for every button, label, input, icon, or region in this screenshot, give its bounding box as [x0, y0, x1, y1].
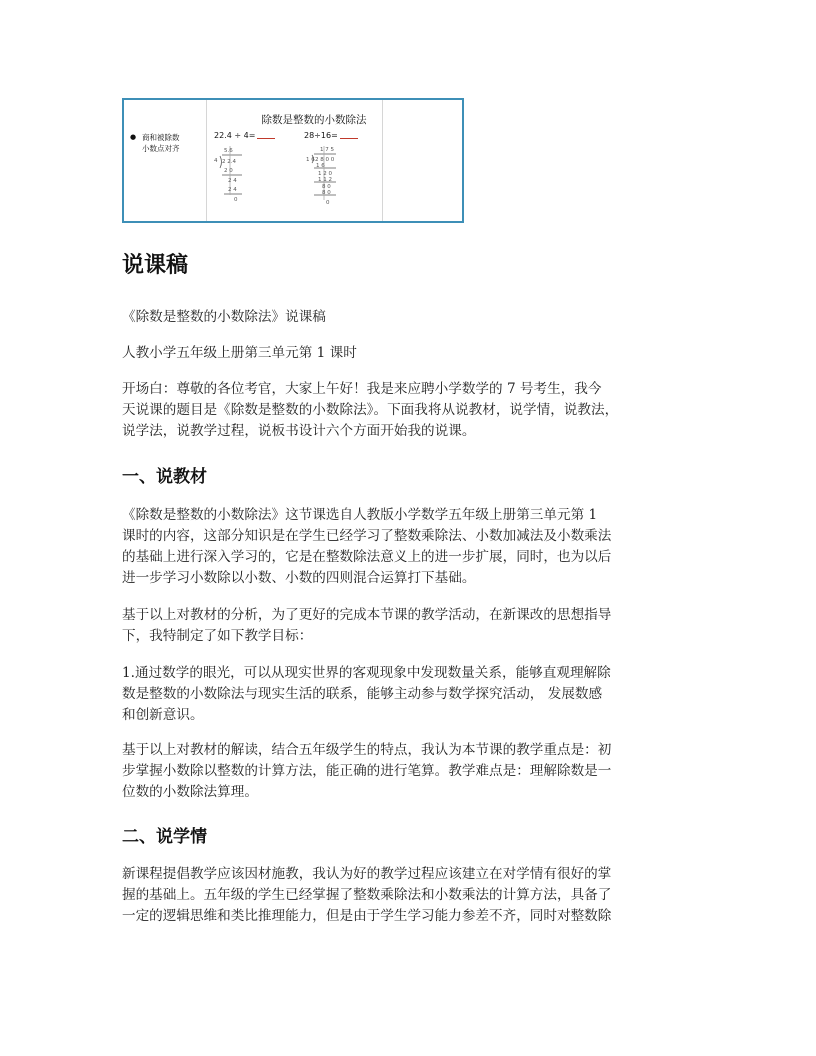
paragraph — [122, 379, 700, 442]
equation-text: 22.4 ÷ 4= — [214, 131, 256, 140]
paragraph: 人教小学五年级上册第三单元第 1 课时 — [122, 345, 357, 361]
text-line: 位数的小数除法算理。 — [122, 784, 258, 800]
paragraph — [122, 740, 700, 803]
paragraph: 《除数是整数的小数除法》说课稿 — [122, 309, 326, 325]
text-line: 1.通过数学的眼光，可以从现实世界的客观现象中发现数量关系，能够直观理解除 — [122, 665, 611, 681]
svg-text:1 2 0: 1 2 0 — [318, 171, 332, 177]
text-line: 下，我特制定了如下教学目标： — [122, 628, 313, 644]
svg-text:1 6: 1 6 — [306, 157, 315, 163]
svg-text:2 8 0 0: 2 8 0 0 — [315, 157, 335, 163]
svg-text:0: 0 — [326, 200, 330, 206]
svg-text:0: 0 — [234, 197, 238, 203]
paragraph — [122, 663, 700, 726]
paragraph — [122, 505, 700, 589]
svg-text:5.6: 5.6 — [224, 148, 233, 154]
svg-text:2 4: 2 4 — [228, 178, 237, 184]
text-line: 进一步学习小数除以小数、小数的四则混合运算打下基础。 — [122, 570, 476, 586]
svg-text:1 6: 1 6 — [316, 163, 325, 169]
text-line: 数是整数的小数除法与现实生活的联系，能够主动参与数学探究活动， 发展数感 — [122, 686, 603, 702]
text-line: 天说课的题目是《除数是整数的小数除法》。下面我将从说教材，说学情，说教法， — [122, 402, 619, 418]
svg-text:8 0: 8 0 — [322, 190, 331, 196]
text-line: 基于以上对教材的解读，结合五年级学生的特点，我认为本节课的教学重点是：初 — [122, 742, 612, 758]
slide-title: 除数是整数的小数除法 — [261, 114, 367, 126]
text-line: 开场白：尊敬的各位考官，大家上午好！我是来应聘小学数学的 7 号考生，我今 — [122, 381, 602, 397]
long-division-sketch — [124, 100, 464, 223]
text-line: 基于以上对教材的分析，为了更好的完成本节课的教学活动，在新课改的思想指导 — [122, 607, 612, 623]
bullet-icon: ● — [130, 133, 137, 141]
text-line: 说学法，说教学过程，说板书设计六个方面开始我的说课。 — [122, 423, 476, 439]
svg-text:2 4: 2 4 — [228, 187, 237, 193]
slide-image — [122, 98, 464, 223]
text-line: 的基础上进行深入学习的，它是在整数除法意义上的进一步扩展，同时，也为以后 — [122, 549, 612, 565]
text-line: 《除数是整数的小数除法》这节课选自人教版小学数学五年级上册第三单元第 1 — [122, 507, 598, 523]
svg-text:8 0: 8 0 — [322, 184, 331, 190]
svg-text:1 1 2: 1 1 2 — [318, 177, 332, 183]
section-heading: 一、说教材 — [122, 467, 207, 487]
page-title: 说课稿 — [122, 252, 189, 278]
svg-text:2 0: 2 0 — [224, 168, 233, 174]
text-line: 握的基础上。五年级的学生已经掌握了整数乘除法和小数乘法的计算方法，具备了 — [122, 887, 612, 903]
text-line: 课时的内容，这部分知识是在学生已经学习了整数乘除法、小数加减法及小数乘法 — [122, 528, 612, 544]
paragraph — [122, 605, 700, 647]
section-heading: 二、说学情 — [122, 827, 207, 847]
svg-text:1 7 5: 1 7 5 — [320, 147, 334, 153]
svg-text:4: 4 — [214, 158, 218, 164]
slide-note-line: 商和被除数 — [142, 133, 180, 142]
paragraph — [122, 864, 700, 927]
svg-text:2 2.4: 2 2.4 — [222, 159, 236, 165]
equation-text: 28÷16= — [304, 131, 338, 140]
text-line: 一定的逻辑思维和类比推理能力，但是由于学生学习能力参差不齐，同时对整数除 — [122, 908, 612, 924]
text-line: 新课程提倡教学应该因材施教，我认为好的教学过程应该建立在对学情有很好的掌 — [122, 866, 612, 882]
text-line: 步掌握小数除以整数的计算方法，能正确的进行笔算。教学难点是：理解除数是一 — [122, 763, 612, 779]
text-line: 和创新意识。 — [122, 707, 204, 723]
slide-note-line: 小数点对齐 — [142, 144, 180, 153]
